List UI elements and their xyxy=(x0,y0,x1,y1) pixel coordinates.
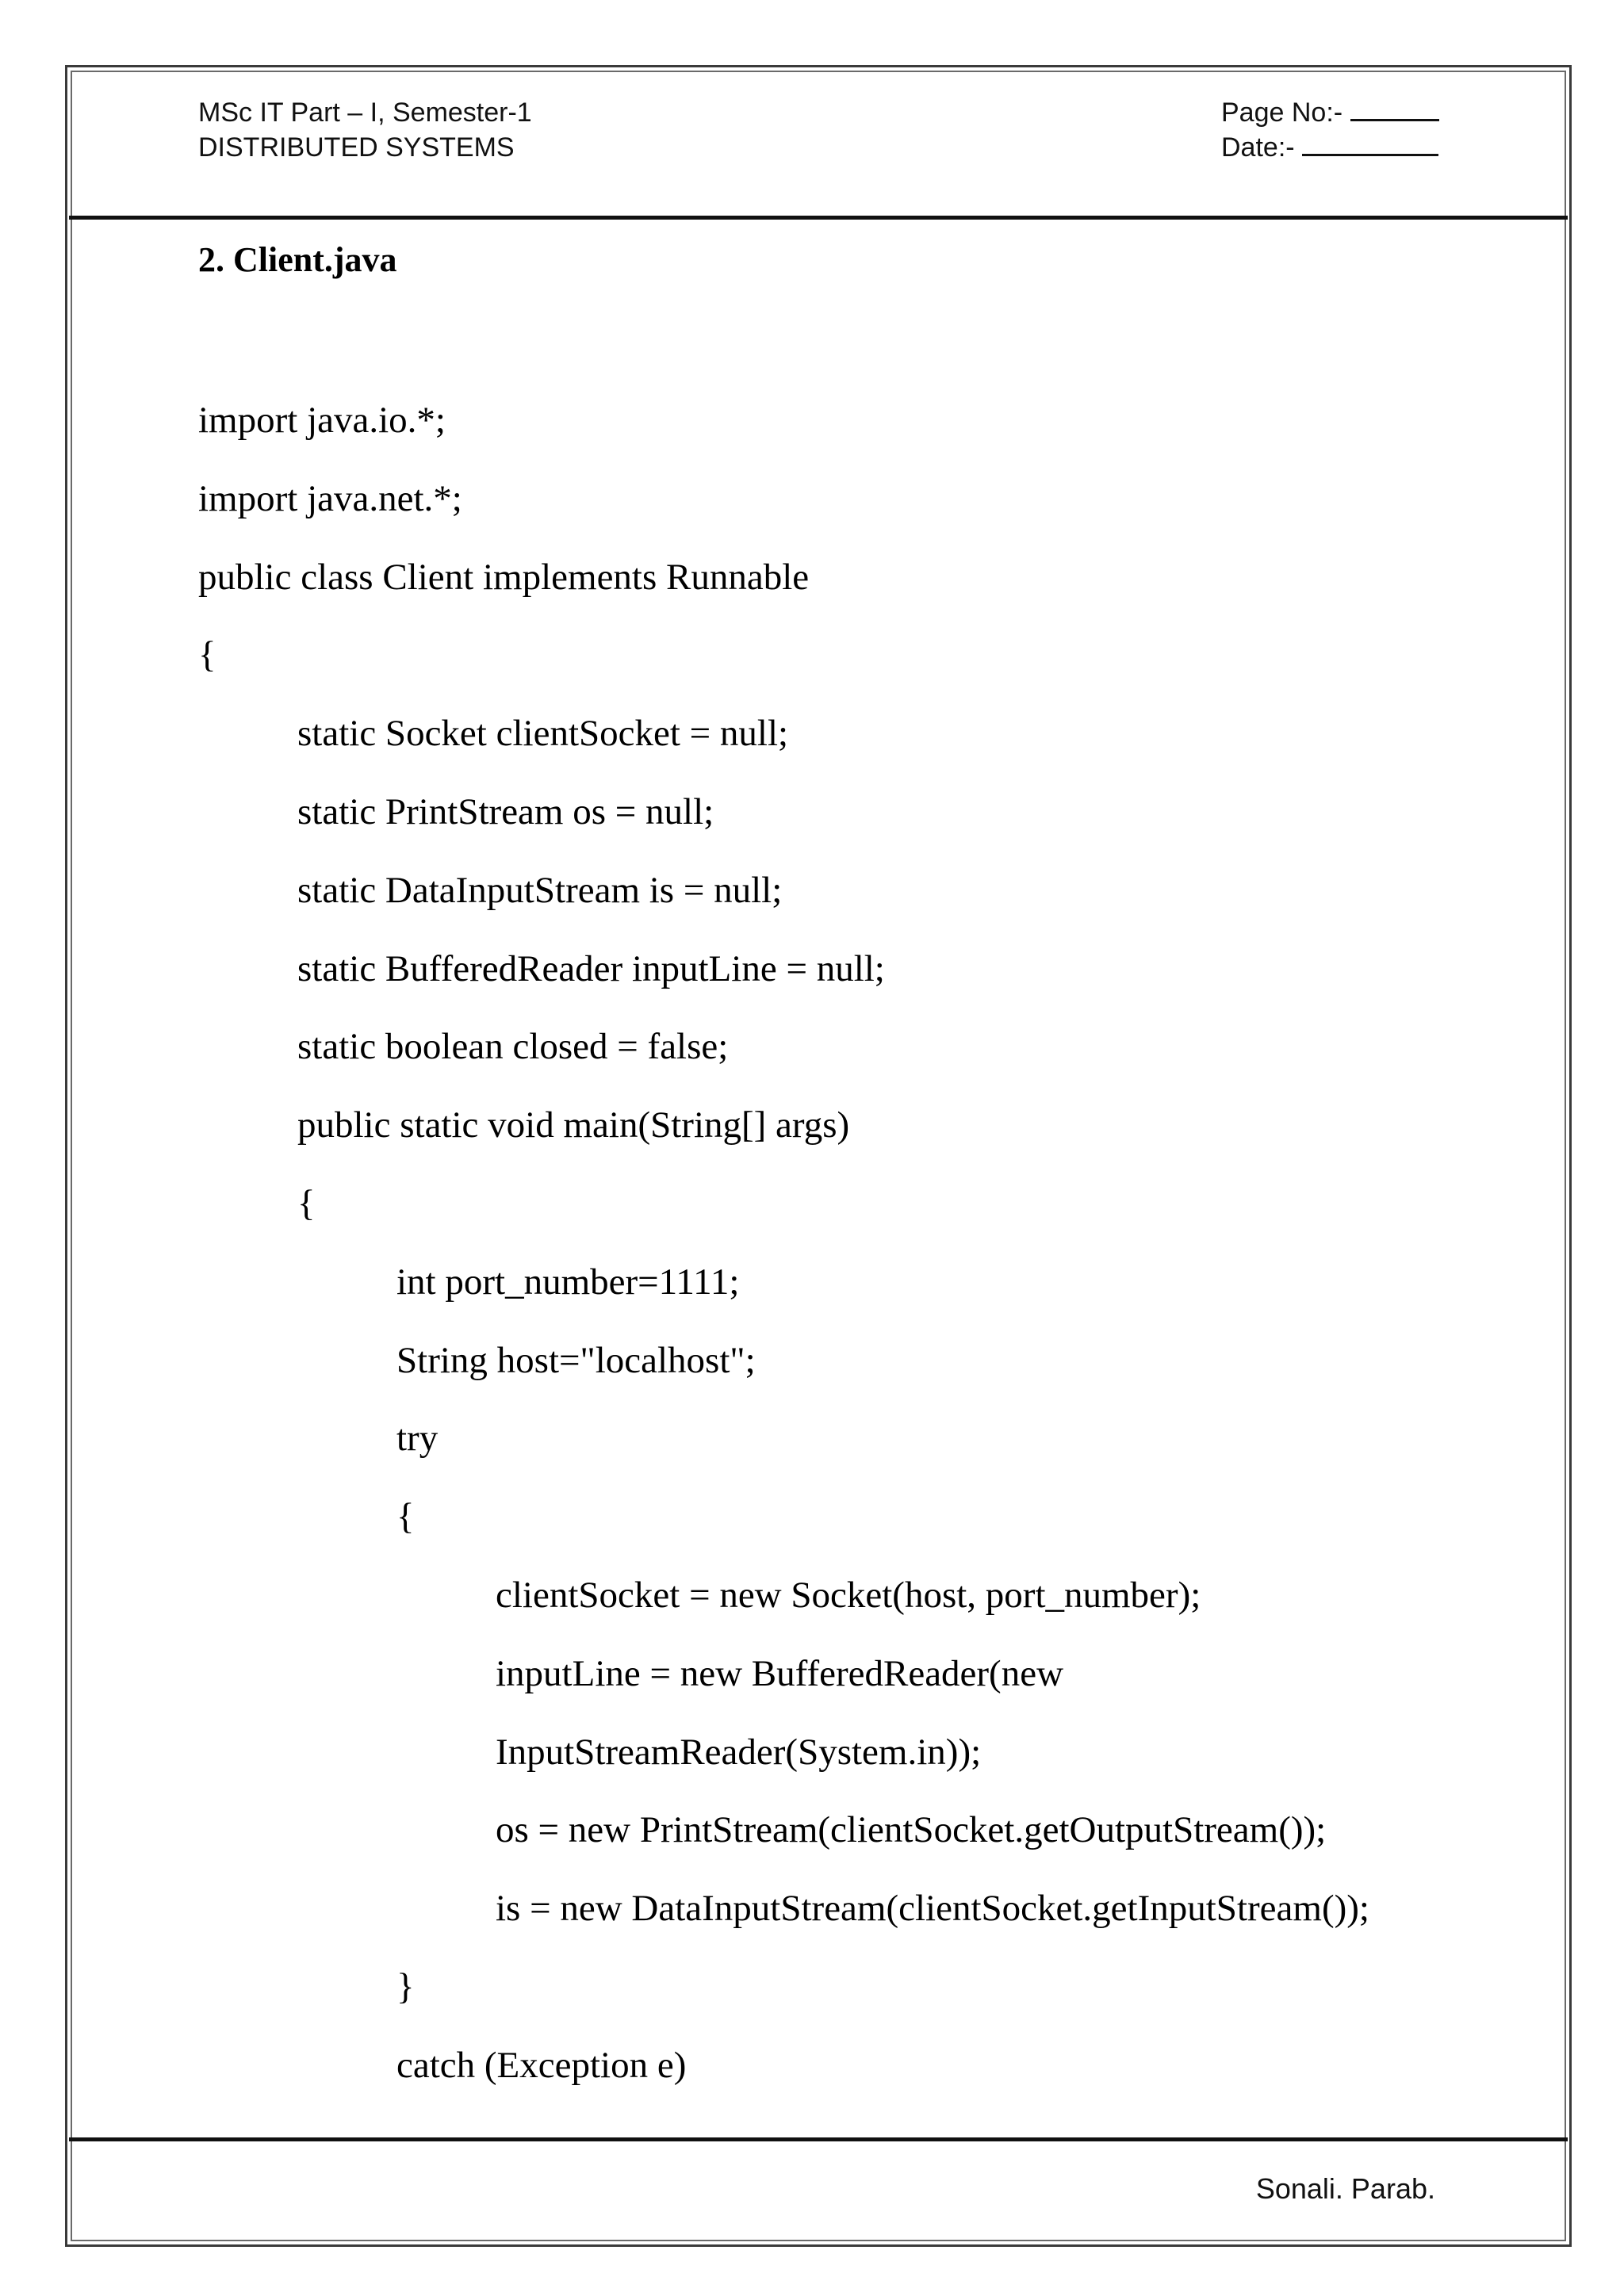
course-label: MSc IT Part – I, Semester-1 xyxy=(198,98,532,128)
subject-label: DISTRIBUTED SYSTEMS xyxy=(198,132,515,163)
code-line: int port_number=1111; xyxy=(396,1261,740,1303)
author-name: Sonali. Parab. xyxy=(1255,2172,1435,2205)
date-label: Date:- xyxy=(1221,132,1295,163)
header-divider xyxy=(69,216,1568,220)
code-line: import java.io.*; xyxy=(198,400,446,441)
code-line: clientSocket = new Socket(host, port_number); xyxy=(496,1575,1201,1616)
code-line: public class Client implements Runnable xyxy=(198,557,810,598)
page-no-blank xyxy=(1350,98,1439,121)
page-no-label: Page No:- xyxy=(1221,98,1343,128)
code-line: os = new PrintStream(clientSocket.getOutputStream()); xyxy=(496,1809,1327,1850)
code-line: try xyxy=(396,1418,439,1459)
code-line: { xyxy=(396,1496,415,1537)
code-line: inputLine = new BufferedReader(new xyxy=(496,1653,1064,1694)
code-line: { xyxy=(297,1183,316,1224)
code-line: { xyxy=(198,634,216,675)
code-line: catch (Exception e) xyxy=(396,2045,687,2086)
code-line: static DataInputStream is = null; xyxy=(297,870,783,911)
code-line: } xyxy=(396,1966,415,2007)
code-line: static PrintStream os = null; xyxy=(297,791,714,832)
code-line: is = new DataInputStream(clientSocket.getInputStream()); xyxy=(496,1888,1369,1929)
code-line: static BufferedReader inputLine = null; xyxy=(297,948,885,989)
code-line: static boolean closed = false; xyxy=(297,1026,729,1067)
code-line: public static void main(String[] args) xyxy=(297,1104,850,1146)
section-title: 2. Client.java xyxy=(198,240,397,279)
code-line: InputStreamReader(System.in)); xyxy=(496,1732,982,1773)
code-line: String host="localhost"; xyxy=(396,1340,756,1381)
date-blank xyxy=(1302,133,1438,156)
date-field xyxy=(1221,130,1438,165)
code-line: static Socket clientSocket = null; xyxy=(297,713,789,754)
footer-divider xyxy=(69,2137,1568,2141)
code-line: import java.net.*; xyxy=(198,478,462,519)
page-no-field xyxy=(1221,95,1439,130)
